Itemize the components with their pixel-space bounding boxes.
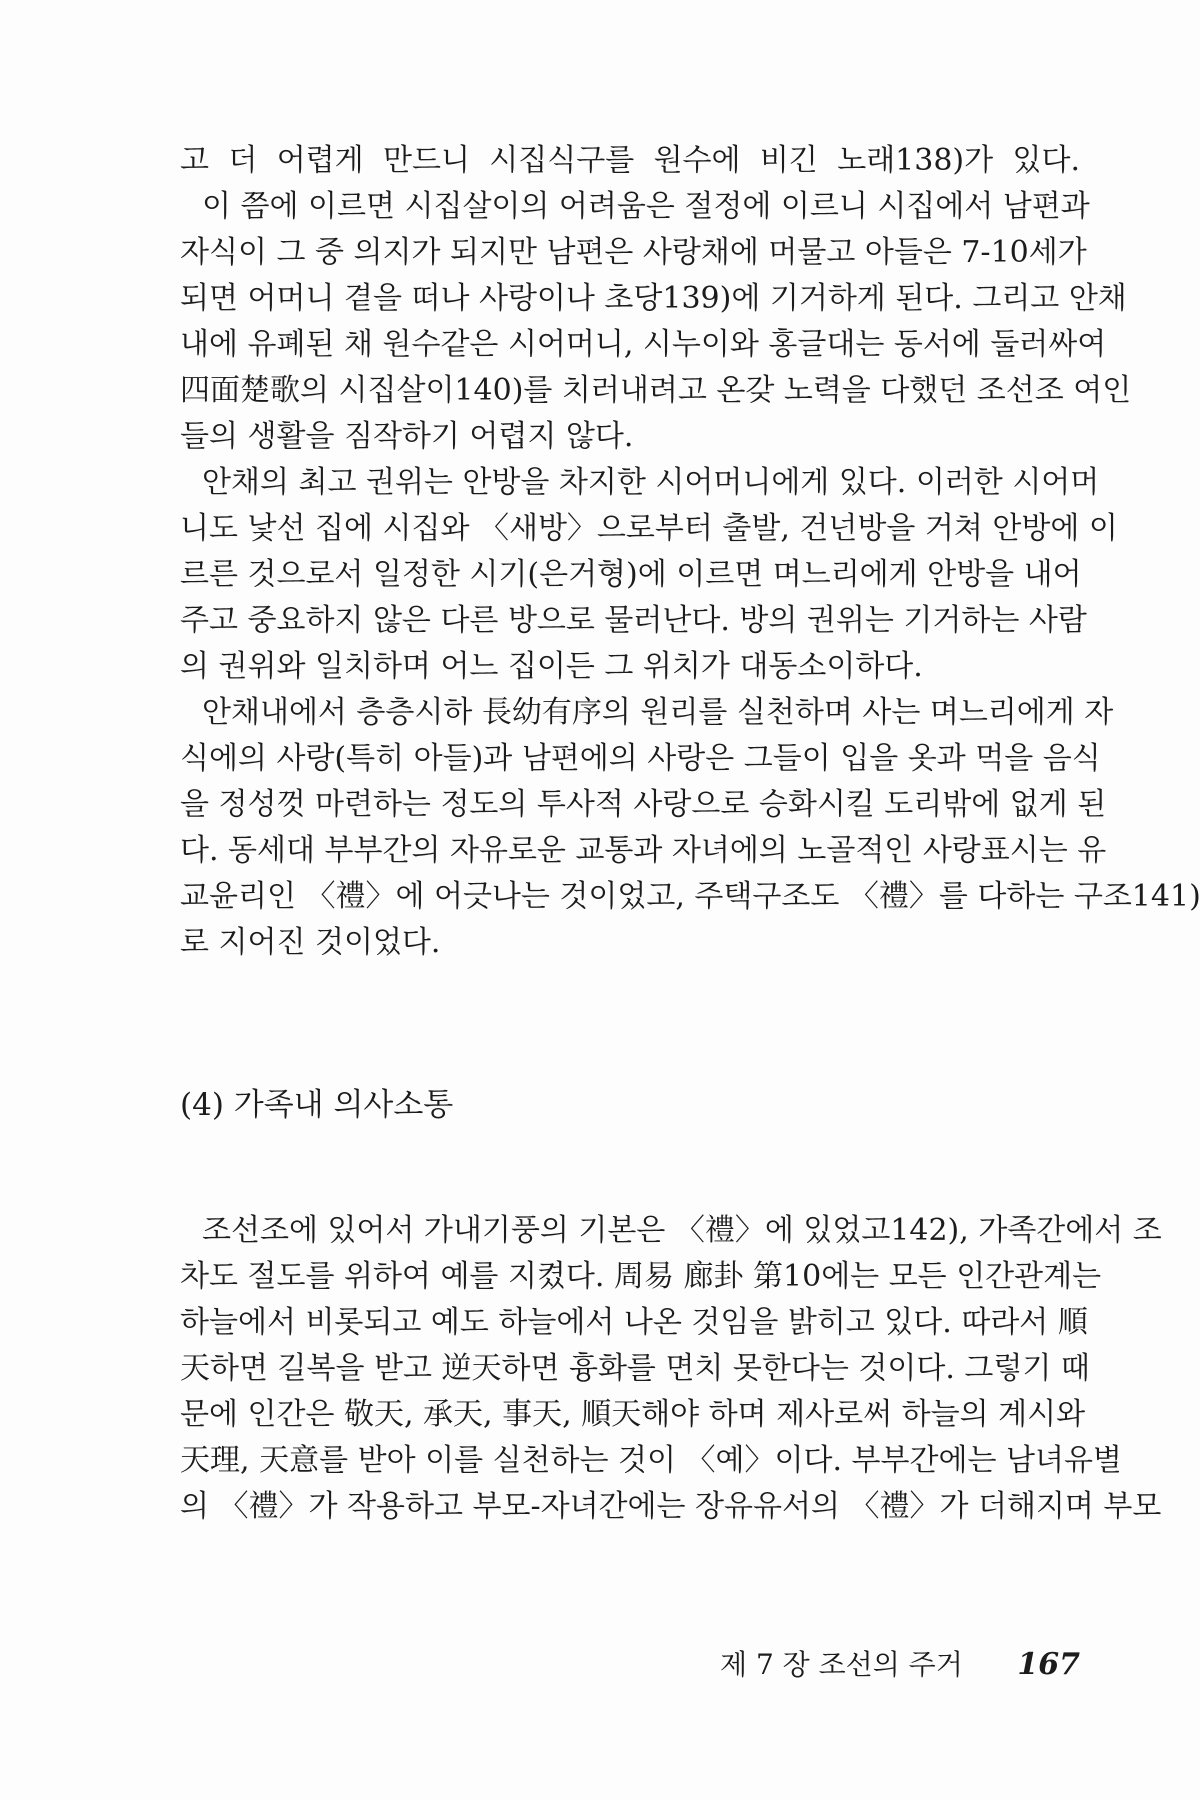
text-line: 문에 인간은 敬天, 承天, 事天, 順天해야 하며 제사로써 하늘의 계시와 <box>180 1397 1086 1432</box>
text-line: 내에 유폐된 채 원수같은 시어머니, 시누이와 홍글대는 동서에 둘러싸여 <box>180 327 1107 362</box>
text-line: 되면 어머니 곁을 떠나 사랑이나 초당139)에 기거하게 된다. 그리고 안채 <box>180 281 1127 316</box>
text-line: 차도 절도를 위하여 예를 지켰다. 周易 廊卦 第10에는 모든 인간관계는 <box>180 1259 1102 1294</box>
page-footer <box>720 1640 1080 1690</box>
text-line: 안채내에서 층층시하 長幼有序의 원리를 실천하며 사는 며느리에게 자 <box>202 695 1114 730</box>
text-line: 르른 것으로서 일정한 시기(은거형)에 이르면 며느리에게 안방을 내어 <box>180 557 1082 592</box>
text-line: 식에의 사랑(특히 아들)과 남편에의 사랑은 그들이 입을 옷과 먹을 음식 <box>180 741 1101 776</box>
text-line: 天하면 길복을 받고 逆天하면 흉화를 면치 못한다는 것이다. 그렇기 때 <box>180 1351 1090 1386</box>
chapter-title: 제 7 장 조선의 주거 <box>720 1648 963 1681</box>
text-line: 주고 중요하지 않은 다른 방으로 물러난다. 방의 권위는 기거하는 사람 <box>180 603 1087 638</box>
page-number: 167 <box>1017 1647 1080 1682</box>
text-line: 조선조에 있어서 가내기풍의 기본은 〈禮〉에 있었고142), 가족간에서 조 <box>202 1213 1162 1248</box>
text-line: 들의 생활을 짐작하기 어렵지 않다. <box>180 419 634 454</box>
text-line: 四面楚歌의 시집살이140)를 치러내려고 온갖 노력을 다했던 조선조 여인 <box>180 373 1132 408</box>
text-line: 하늘에서 비롯되고 예도 하늘에서 나온 것임을 밝히고 있다. 따라서 順 <box>180 1305 1088 1340</box>
text-line: 다. 동세대 부부간의 자유로운 교통과 자녀에의 노골적인 사랑표시는 유 <box>180 833 1107 868</box>
text-line: 의 권위와 일치하며 어느 집이든 그 위치가 대동소이하다. <box>180 649 923 684</box>
text-line: 자식이 그 중 의지가 되지만 남편은 사랑채에 머물고 아들은 7-10세가 <box>180 235 1087 270</box>
text-line: 니도 낯선 집에 시집와 〈새방〉으로부터 출발, 건넌방을 거쳐 안방에 이 <box>180 511 1118 546</box>
text-line: 고 더 어렵게 만드니 시집식구를 원수에 비긴 노래138)가 있다. <box>180 143 1080 178</box>
text-line: 안채의 최고 권위는 안방을 차지한 시어머니에게 있다. 이러한 시어머 <box>202 465 1100 500</box>
section-heading: (4) 가족내 의사소통 <box>180 1087 454 1123</box>
text-line: 의 〈禮〉가 작용하고 부모-자녀간에는 장유유서의 〈禮〉가 더해지며 부모 <box>180 1489 1162 1524</box>
text-line: 교윤리인 〈禮〉에 어긋나는 것이었고, 주택구조도 〈禮〉를 다하는 구조141) <box>180 879 1201 914</box>
text-line: 을 정성껏 마련하는 정도의 투사적 사랑으로 승화시킬 도리밖에 없게 된 <box>180 787 1107 822</box>
text-line: 天理, 天意를 받아 이를 실천하는 것이 〈예〉이다. 부부간에는 남녀유별 <box>180 1443 1122 1478</box>
text-line: 이 쯤에 이르면 시집살이의 어려움은 절정에 이르니 시집에서 남편과 <box>202 189 1090 224</box>
text-line: 로 지어진 것이었다. <box>180 925 441 960</box>
